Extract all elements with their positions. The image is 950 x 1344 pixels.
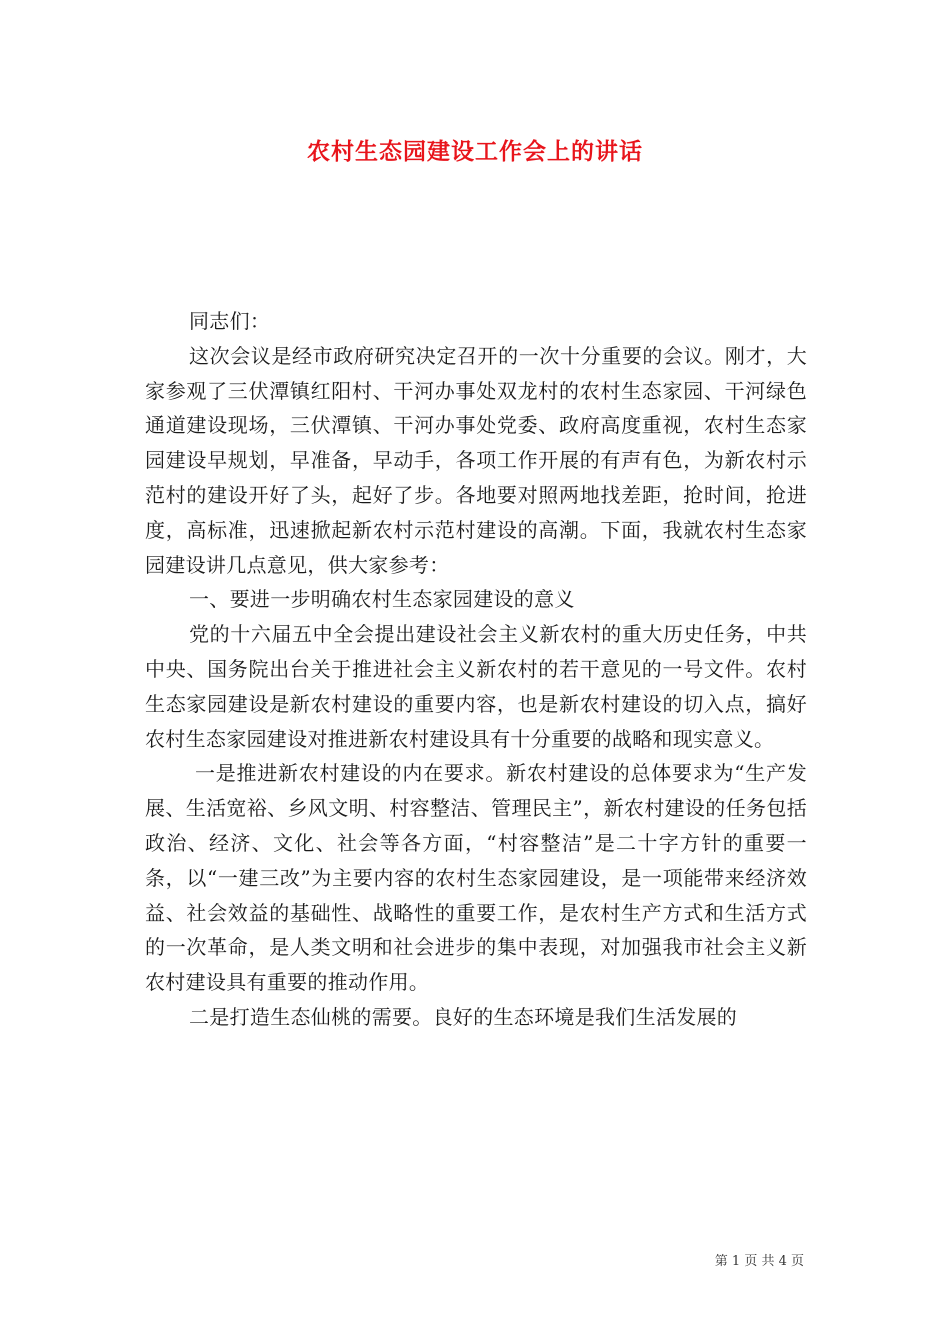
paragraph-intro: 这次会议是经市政府研究决定召开的一次十分重要的会议。刚才，大家参观了三伏潭镇红阳村、干河办事处双龙村的农村生态家园、干河绿色通道建设现场，三伏潭镇、干河办事处党委、政府高度重视，农村生态家园建设早规划，早准备，早动手，各项工作开展的有声有色，为新农村示范村的建设开好了头，起好了步。各地要对照两地找差距，抢时间，抢进度，高标准，迅速掀起新农村示范村建设的高潮。下面，我就农村生态家园建设讲几点意见，供大家参考：	[145, 343, 807, 577]
document-body	[145, 304, 807, 1035]
section-heading-1: 一、要进一步明确农村生态家园建设的意义	[189, 587, 575, 612]
page-number: 第 1 页 共 4 页	[714, 1254, 804, 1269]
paragraph-point-1: 一是推进新农村建设的内在要求。新农村建设的总体要求为“生产发展、生活宽裕、乡风文明、村容整洁、管理民主”，新农村建设的任务包括政治、经济、文化、社会等各方面，“村容整洁”是二十字方针的重要一条，以“一建三改”为主要内容的农村生态家园建设，是一项能带来经济效益、社会效益的基础性、战略性的重要工作，是农村生产方式和生活方式的一次革命，是人类文明和社会进步的集中表现，对加强我市社会主义新农村建设具有重要的推动作用。	[145, 761, 807, 995]
paragraph-point-2: 二是打造生态仙桃的需要。良好的生态环境是我们生活发展的	[189, 1004, 738, 1029]
greeting: 同志们：	[189, 309, 271, 333]
page-title: 农村生态园建设工作会上的讲话	[307, 138, 643, 165]
paragraph-section-1: 党的十六届五中全会提出建设社会主义新农村的重大历史任务，中共中央、国务院出台关于推进社会主义新农村的若干意见的一号文件。农村生态家园建设是新农村建设的重要内容，也是新农村建设的切入点，搞好农村生态家园建设对推进新农村建设具有十分重要的战略和现实意义。	[145, 622, 807, 751]
